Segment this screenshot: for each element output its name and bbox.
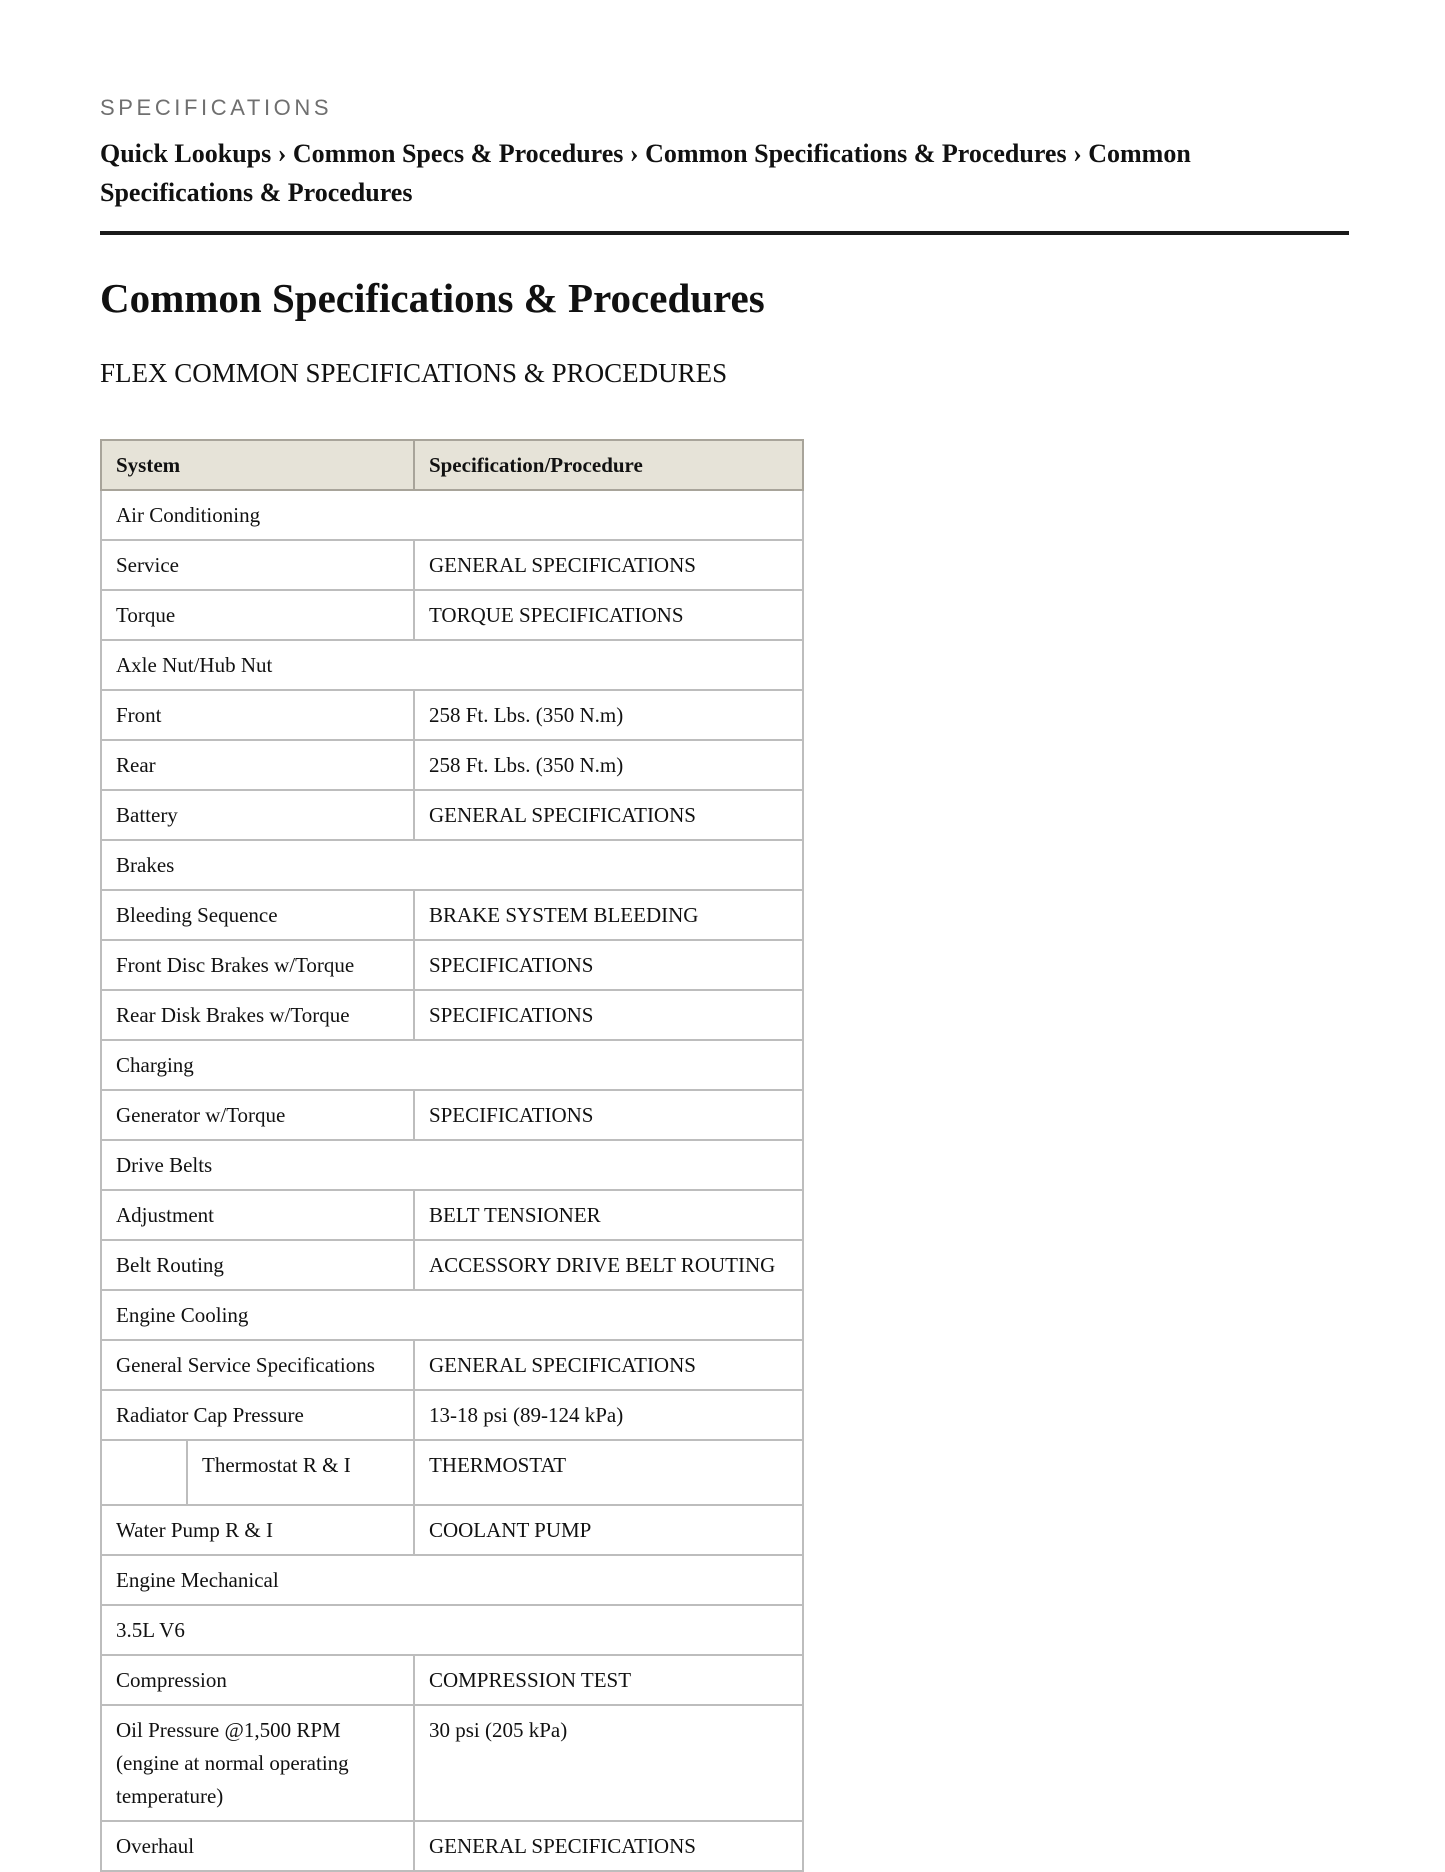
table-row	[101, 1040, 803, 1090]
system-cell: Oil Pressure @1,500 RPM (engine at normal operating temperature)	[101, 1705, 414, 1821]
spec-cell: COOLANT PUMP	[414, 1505, 803, 1555]
system-cell: Front	[101, 690, 414, 740]
document-page	[100, 92, 1349, 1872]
table-row	[101, 1240, 803, 1290]
system-cell: Water Pump R & I	[101, 1505, 414, 1555]
table-row	[101, 590, 803, 640]
system-cell: Generator w/Torque	[101, 1090, 414, 1140]
spec-cell: GENERAL SPECIFICATIONS	[414, 790, 803, 840]
spec-cell: SPECIFICATIONS	[414, 940, 803, 990]
group-cell: Axle Nut/Hub Nut	[101, 640, 803, 690]
system-cell: Service	[101, 540, 414, 590]
table-row	[101, 1190, 803, 1240]
spec-cell: SPECIFICATIONS	[414, 990, 803, 1040]
spec-cell: 258 Ft. Lbs. (350 N.m)	[414, 690, 803, 740]
subgroup-cell: 3.5L V6	[101, 1605, 803, 1655]
spec-cell: GENERAL SPECIFICATIONS	[414, 540, 803, 590]
spec-cell: SPECIFICATIONS	[414, 1090, 803, 1140]
table-row	[101, 1140, 803, 1190]
table-row	[101, 890, 803, 940]
table-row	[101, 490, 803, 540]
spec-cell: TORQUE SPECIFICATIONS	[414, 590, 803, 640]
system-cell: General Service Specifications	[101, 1340, 414, 1390]
indent-spacer	[102, 1441, 187, 1504]
spec-cell: ACCESSORY DRIVE BELT ROUTING	[414, 1240, 803, 1290]
table-row	[101, 840, 803, 890]
spec-cell: GENERAL SPECIFICATIONS	[414, 1821, 803, 1871]
table-row	[101, 690, 803, 740]
group-cell: Engine Cooling	[101, 1290, 803, 1340]
header-divider	[100, 231, 1349, 235]
table-row	[101, 940, 803, 990]
column-header-system: System	[101, 440, 414, 490]
table-row	[101, 1390, 803, 1440]
system-cell: Bleeding Sequence	[101, 890, 414, 940]
system-cell: Compression	[101, 1655, 414, 1705]
system-cell: Front Disc Brakes w/Torque	[101, 940, 414, 990]
table-row	[101, 1440, 803, 1505]
table-row	[101, 740, 803, 790]
specifications-table	[100, 439, 804, 1872]
column-header-specification: Specification/Procedure	[414, 440, 803, 490]
table-row	[101, 640, 803, 690]
group-cell: Air Conditioning	[101, 490, 803, 540]
system-cell: Adjustment	[101, 1190, 414, 1240]
table-row	[101, 1505, 803, 1555]
system-cell: Rear	[101, 740, 414, 790]
table-row	[101, 1290, 803, 1340]
table-row	[101, 1090, 803, 1140]
group-cell: Engine Mechanical	[101, 1555, 803, 1605]
spec-cell: THERMOSTAT	[414, 1440, 803, 1505]
table-row	[101, 990, 803, 1040]
system-cell: Torque	[101, 590, 414, 640]
table-row	[101, 1705, 803, 1821]
system-cell: Rear Disk Brakes w/Torque	[101, 990, 414, 1040]
spec-cell: 258 Ft. Lbs. (350 N.m)	[414, 740, 803, 790]
table-row	[101, 1555, 803, 1605]
group-cell: Charging	[101, 1040, 803, 1090]
table-row	[101, 1340, 803, 1390]
system-cell: Belt Routing	[101, 1240, 414, 1290]
spec-cell: BRAKE SYSTEM BLEEDING	[414, 890, 803, 940]
breadcrumb: Quick Lookups › Common Specs & Procedures › Common Specifications & Procedures › Common Specifications & Procedures	[100, 139, 1191, 207]
group-cell: Brakes	[101, 840, 803, 890]
page-title: Common Specifications & Procedures	[100, 275, 765, 321]
spec-cell: COMPRESSION TEST	[414, 1655, 803, 1705]
spec-cell: BELT TENSIONER	[414, 1190, 803, 1240]
system-cell: Overhaul	[101, 1821, 414, 1871]
spec-cell: 30 psi (205 kPa)	[414, 1705, 803, 1821]
group-cell: Drive Belts	[101, 1140, 803, 1190]
system-cell-label: Thermostat R & I	[202, 1453, 351, 1477]
page-subtitle: FLEX COMMON SPECIFICATIONS & PROCEDURES	[100, 358, 728, 388]
spec-cell: GENERAL SPECIFICATIONS	[414, 1340, 803, 1390]
table-row	[101, 790, 803, 840]
system-cell: Radiator Cap Pressure	[101, 1390, 414, 1440]
system-cell	[101, 1440, 414, 1505]
table-header-row	[101, 440, 803, 490]
system-cell: Battery	[101, 790, 414, 840]
nested-cell-table	[102, 1441, 413, 1504]
section-eyebrow: SPECIFICATIONS	[100, 95, 333, 120]
table-row	[101, 1655, 803, 1705]
table-row	[101, 1605, 803, 1655]
spec-cell: 13-18 psi (89-124 kPa)	[414, 1390, 803, 1440]
table-row	[101, 1821, 803, 1871]
table-row	[101, 540, 803, 590]
